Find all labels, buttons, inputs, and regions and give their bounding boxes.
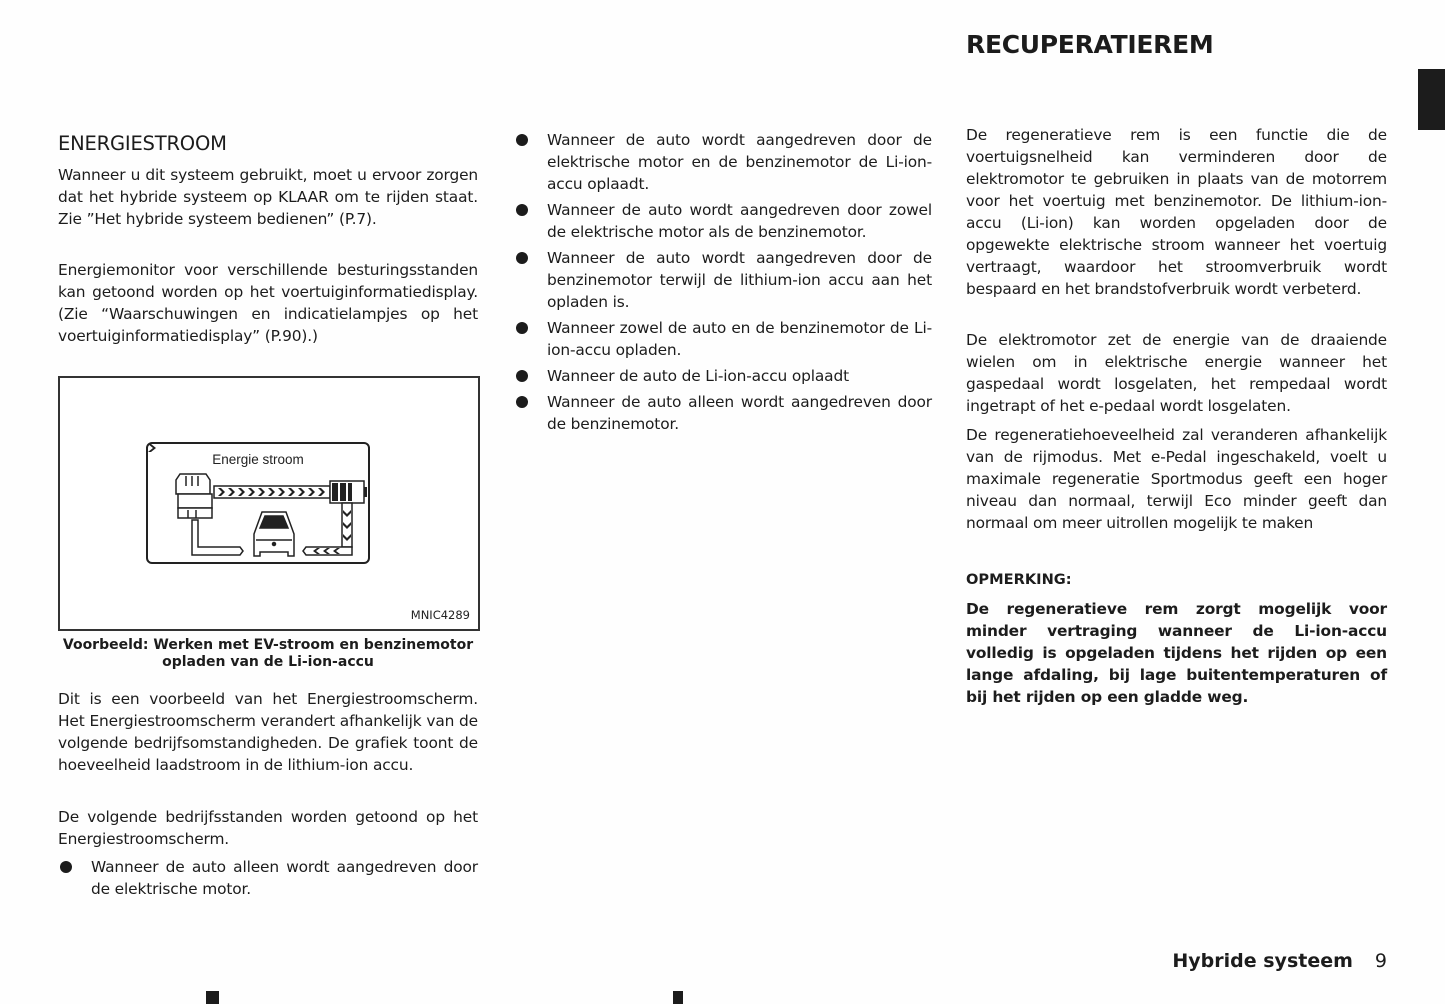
list-item-text: Wanneer de auto alleen wordt aangedreven door de elektrische motor.	[91, 858, 478, 898]
bullet-icon	[516, 322, 528, 334]
engine-icon	[176, 474, 212, 518]
energy-flow-diagram	[148, 444, 368, 562]
page-number: 9	[1374, 950, 1387, 972]
figure-label: Energie stroom	[212, 452, 304, 467]
paragraph: Wanneer u dit systeem gebruikt, moet u ervoor zorgen dat het hybride systeem op KLAAR om te rijden staat. Zie ”Het hybride systeem bedienen” (P.7).	[58, 166, 478, 228]
bullet-icon	[516, 204, 528, 216]
figure-caption: Voorbeeld: Werken met EV-stroom en benzinemotor opladen van de Li-ion-accu	[62, 637, 474, 670]
figure	[58, 376, 480, 631]
list-item	[514, 365, 932, 387]
chapter-tab-marker	[1418, 69, 1445, 130]
battery-icon	[330, 481, 367, 503]
bullet-icon	[516, 370, 528, 382]
paragraph: Energiemonitor voor verschillende besturingsstanden kan getoond worden op het voertuiginformatiedisplay. (Zie “Waarschuwingen en indicatielampjes op het voertuiginformatiedisplay” (P.90).)	[58, 261, 478, 345]
subsection-title: ENERGIESTROOM	[58, 132, 227, 155]
list-item	[58, 856, 478, 900]
paragraph: De regeneratiehoeveelheid zal veranderen afhankelijk van de rijmodus. Met e-Pedal ingeschakeld, voelt u maximale regeneratie Sportmodus geeft een hoger niveau dan normaal, terwijl Eco minder geeft dan normaal om meer uitrollen mogelijk te maken	[966, 426, 1387, 532]
chapter-name: Hybride systeem	[1172, 950, 1353, 972]
bullet-list	[58, 856, 478, 900]
bullet-icon	[60, 861, 72, 873]
paragraph: De elektromotor zet de energie van de draaiende wielen om in elektrische energie wanneer het gaspedaal wordt losgelaten, het rempedaal wordt ingetrapt of het e-pedaal wordt losgelaten.	[966, 331, 1387, 415]
crop-mark	[206, 991, 219, 1004]
note-label: OPMERKING:	[966, 571, 1072, 588]
list-item	[514, 129, 932, 195]
bullet-icon	[516, 134, 528, 146]
list-item-text: Wanneer de auto alleen wordt aangedreven door de benzinemotor.	[547, 393, 932, 433]
paragraph: Dit is een voorbeeld van het Energiestroomscherm. Het Energiestroomscherm verandert afhankelijk van de volgende bedrijfsomstandigheden. De grafiek toont de hoeveelheid laadstroom in de lithium-ion accu.	[58, 690, 478, 774]
section-title: RECUPERATIEREM	[966, 30, 1214, 59]
paragraph: De regeneratieve rem is een functie die de voertuigsnelheid kan verminderen door de elektromotor te gebruiken in plaats van de motorrem voor het voertuig met benzinemotor. De lithium-ion-accu (Li-ion) kan worden opgeladen door de opgewekte elektrische stroom wanneer het voertuig vertraagt, waardoor het stroomverbruik wordt bespaard en het brandstofverbruik wordt verbeterd.	[966, 126, 1387, 298]
paragraph: De volgende bedrijfsstanden worden getoond op het Energiestroomscherm.	[58, 808, 478, 848]
list-item-text: Wanneer de auto wordt aangedreven door zowel de elektrische motor als de benzinemotor.	[547, 201, 932, 241]
list-item-text: Wanneer de auto de Li-ion-accu oplaadt	[547, 367, 849, 385]
energy-flow-display	[146, 442, 370, 564]
note-text: De regeneratieve rem zorgt mogelijk voor minder vertraging wanneer de Li-ion-accu volledig is opgeladen tijdens het rijden op een lange afdaling, bij lage buitentemperaturen of bij het rijden op een gladde weg.	[966, 600, 1387, 706]
figure-code: MNIC4289	[410, 608, 470, 622]
bullet-icon	[516, 396, 528, 408]
list-item	[514, 247, 932, 313]
list-item	[514, 199, 932, 243]
list-item	[514, 317, 932, 361]
bullet-icon	[516, 252, 528, 264]
list-item-text: Wanneer zowel de auto en de benzinemotor de Li-ion-accu opladen.	[547, 319, 932, 359]
bullet-list	[514, 129, 932, 435]
crop-mark	[673, 991, 683, 1004]
page-footer	[1172, 950, 1387, 972]
list-item-text: Wanneer de auto wordt aangedreven door de benzinemotor terwijl de lithium-ion accu aan het opladen is.	[547, 249, 932, 311]
list-item-text: Wanneer de auto wordt aangedreven door de elektrische motor en de benzinemotor de Li-ion-accu oplaadt.	[547, 131, 932, 193]
list-item	[514, 391, 932, 435]
car-icon	[254, 512, 294, 556]
